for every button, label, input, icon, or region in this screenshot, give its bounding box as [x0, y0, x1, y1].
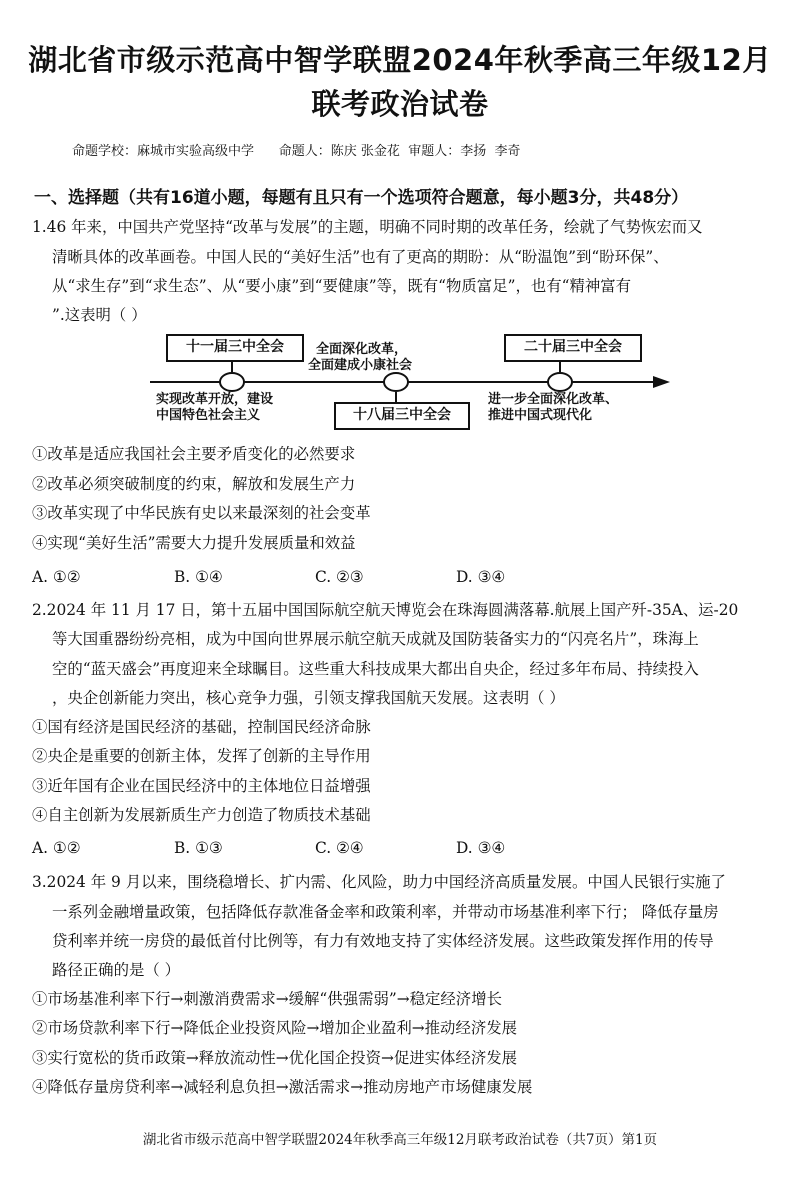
q3-option: ②市场贷款利率下行→降低企业投资风险→增加企业盈利→推动经济发展 [32, 1019, 518, 1037]
page-footer: 湖北省市级示范高中智学联盟2024年秋季高三年级12月联考政治试卷（共7页）第1页 [142, 1132, 658, 1148]
label-mid-2: 全面建成小康社会 [308, 358, 413, 373]
reform-timeline-diagram [148, 322, 673, 432]
section-heading: 一、选择题（共有16道小题，每题有且只有一个选项符合题意，每小题3分，共48分） [34, 188, 689, 208]
q2-answer-a: A. ①② [32, 839, 81, 857]
q2-answer-d: D. ③④ [456, 839, 506, 857]
q1-stem-line: ”.这表明（ ） [52, 306, 147, 324]
q3-stem-line: 路径正确的是（ ） [52, 961, 181, 979]
timeline-node-2 [384, 373, 408, 391]
q1-option: ②改革必须突破制度的约束，解放和发展生产力 [32, 475, 356, 493]
q2-stem-line: 等大国重器纷纷亮相，成为中国向世界展示航空航天成就及国防装备实力的“闪亮名片”，珠海上 [52, 630, 699, 648]
timeline-arrowhead [653, 376, 670, 388]
timeline-node-1 [220, 373, 244, 391]
q3-stem-line: 一系列金融增量政策，包括降低存款准备金率和政策利率，并带动市场基准利率下行； 降低存量房 [52, 903, 719, 921]
timeline-node-3 [548, 373, 572, 391]
q3-option: ①市场基准利率下行→刺激消费需求→缓解“供强需弱”→稳定经济增长 [32, 990, 502, 1008]
q1-stem-line: 清晰具体的改革画卷。中国人民的“美好生活”也有了更高的期盼：从“盼温饱”到“盼环保”、 [52, 248, 669, 266]
q2-answer-b: B. ①③ [174, 839, 223, 857]
q1-option: ④实现“美好生活”需要大力提升发展质量和效益 [32, 534, 356, 552]
q3-option: ④降低存量房贷利率→减轻利息负担→激活需求→推动房地产市场健康发展 [32, 1078, 533, 1096]
label-left-1: 实现改革开放，建设 [156, 392, 274, 407]
q1-option: ③改革实现了中华民族有史以来最深刻的社会变革 [32, 504, 371, 522]
q1-stem-line: 1.46 年来，中国共产党坚持“改革与发展”的主题，明确不同时期的改革任务，绘就了气势恢宏而又 [32, 218, 703, 236]
q1-answer-b: B. ①④ [174, 568, 223, 586]
q2-option: ③近年国有企业在国民经济中的主体地位日益增强 [32, 777, 371, 795]
label-right-1: 进一步全面深化改革、 [488, 392, 619, 407]
label-right-2: 推进中国式现代化 [488, 408, 593, 423]
exam-title-line1: 湖北省市级示范高中智学联盟2024年秋季高三年级12月 [28, 43, 772, 77]
q2-stem-line: 2.2024 年 11 月 17 日，第十五届中国国际航空航天博览会在珠海圆满落幕.航展上国产歼-35A、运-20 [32, 601, 739, 619]
box-session-11: 十一届三中全会 [166, 334, 304, 362]
q2-stem-line: 空的“蓝天盛会”再度迎来全球瞩目。这些重大科技成果大都出自央企，经过多年布局、持续投入 [52, 660, 699, 678]
q3-stem-line: 贷利率并统一房贷的最低首付比例等，有力有效地支持了实体经济发展。这些政策发挥作用的传导 [52, 932, 714, 950]
q3-stem-line: 3.2024 年 9 月以来，围绕稳增长、扩内需、化风险，助力中国经济高质量发展。中国人民银行实施了 [32, 873, 726, 891]
q2-answer-c: C. ②④ [315, 839, 364, 857]
q1-answer-a: A. ①② [32, 568, 81, 586]
q1-answer-d: D. ③④ [456, 568, 506, 586]
label-left-2: 中国特色社会主义 [156, 408, 261, 423]
q2-option: ②央企是重要的创新主体，发挥了创新的主导作用 [32, 747, 371, 765]
exam-meta: 命题学校：麻城市实验高级中学 命题人：陈庆 张金花 审题人：李扬 李奇 [72, 144, 521, 159]
q1-option: ①改革是适应我国社会主要矛盾变化的必然要求 [32, 445, 356, 463]
q2-stem-line: ，央企创新能力突出，核心竞争力强，引领支撑我国航天发展。这表明（ ） [52, 689, 565, 707]
q1-answer-c: C. ②③ [315, 568, 364, 586]
label-mid-1: 全面深化改革， [316, 342, 408, 357]
q1-stem-line: 从“求生存”到“求生态”、从“要小康”到“要健康”等，既有“物质富足”，也有“精神富有 [52, 277, 632, 295]
exam-title-line2: 联考政治试卷 [311, 87, 489, 121]
q2-option: ①国有经济是国民经济的基础，控制国民经济命脉 [32, 718, 371, 736]
q2-option: ④自主创新为发展新质生产力创造了物质技术基础 [32, 806, 371, 824]
q3-option: ③实行宽松的货币政策→释放流动性→优化国企投资→促进实体经济发展 [32, 1049, 518, 1067]
box-session-18: 十八届三中全会 [334, 402, 470, 430]
box-session-20: 二十届三中全会 [504, 334, 642, 362]
